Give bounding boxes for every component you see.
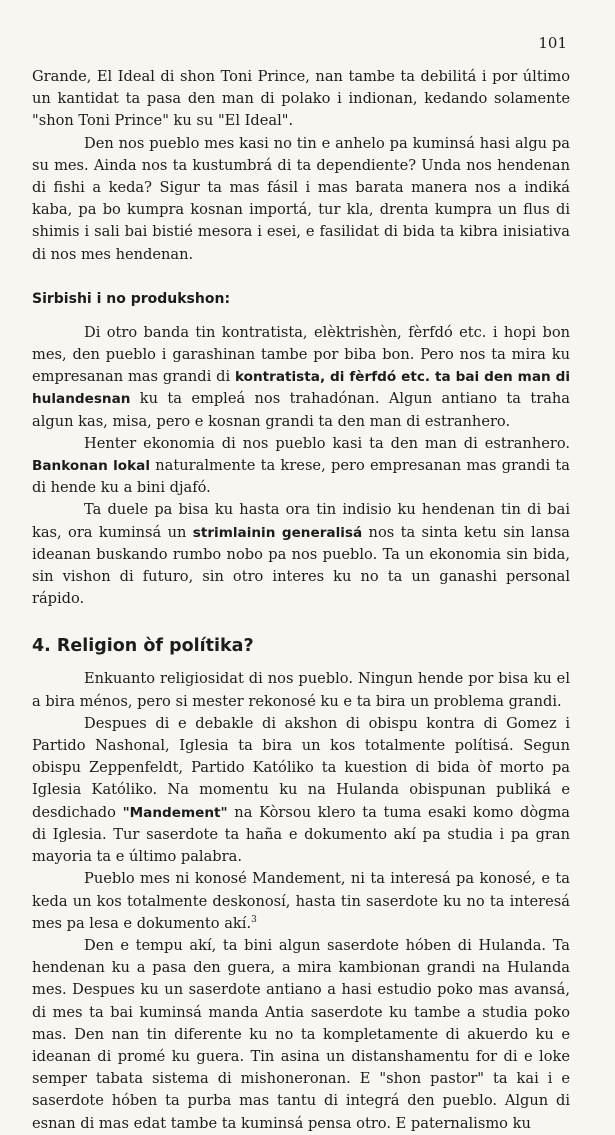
paragraph-6: Enkuanto religiosidat di nos pueblo. Ningun hende por bisa ku el a bira ménos, pero si mester rekonosé ku e ta bira un problema grandi. [32,670,570,710]
paragraph-1: Grande, El Ideal di shon Toni Prince, nan tambe ta debilitá i por último un kantidat ta pasa den man di polako i indionan, kedando solamente "shon Toni Prince" ku su "El Ideal". [32,68,570,130]
paragraph-5: Ta duele pa bisa ku hasta ora tin indisio ku hendenan tin di bai kas, ora kuminsá un strimlainin generalisá nos ta sinta ketu sin lansa ideanan buskando rumbo nobo pa nos pueblo. Ta un ekonomia sin bida, sin vishon di futuro, sin otro interes ku no ta un ganashi personal rápido. [32,501,571,608]
paragraph-2: Den nos pueblo mes kasi no tin e anhelo pa kuminsá hasi algu pa su mes. Ainda nos ta kustumbrá di ta dependiente? Unda nos hendenan di fishi a keda? Sigur ta mas fásil i mas barata manera nos a indiká kaba, pa bo kumpra kosnan importá, tur kla, drenta kumpra un flus di shimis i sali bai bistié mesora i esei, e fasilidat di bida ta kibra inisiativa di nos mes hendenan. [32,134,570,263]
page-body [32,66,570,1135]
paragraph-9: Den e tempu akí, ta bini algun saserdote hóben di Hulanda. Ta hendenan ku a pasa den guera, a mira kambionan grandi na Hulanda mes. Despues ku un saserdote antiano a hasi estudio poko mas avansá, di mes ta bai kuminsá manda Antia saserdote ku tambe a studia poko mas. Den nan tin diferente ku no ta kompletamente di akuerdo ku e ideanan di promé ku guera. Tin asina un distanshamentu for di e loke semper tabata sistema di mishoneronan. E "shon pastor" ta kai i e saserdote hóben ta purba mas tantu di integrá den pueblo. Algun di esnan di mas edat tambe ta kuminsá pensa otro. E paternalismo ku [32,936,570,1132]
bold-phrase: "Mandement" [122,804,228,821]
footnote-marker: 3 [251,914,257,925]
bold-phrase: kontratista, di fèrfdó etc. ta bai den man di hulandesnan [32,369,570,408]
subheading-sirbishi: Sirbishi i no produkshon: [32,290,231,307]
paragraph-8: Pueblo mes ni konosé Mandement, ni ta interesá pa konosé, e ta keda un kos totalmente deskonosí, hasta tin saserdote ku no ta interesá mes pa lesa e dokumento akí.$^3$ [32,870,570,932]
section-heading: 4. Religion òf polítika? [32,636,254,657]
paragraph-4: Henter ekonomia di nos pueblo kasi ta den man di estranhero. Bankonan lokal naturalmente ta krese, pero empresanan mas grandi ta di hende ku a bini djafó. [32,434,570,497]
bold-phrase: strimlainin generalisá [192,524,363,541]
paragraph-7: Despues di e debakle di akshon di obispu kontra di Gomez i Partido Nashonal, Iglesia ta bira un kos totalmente polítisá. Segun obispu Zeppenfeldt, Partido Katóliko ta kuestion di bida òf morto pa Iglesia Katóliko. Na momentu ku na Hulanda obispunan publiká e desdichado "Mandement" na Kòrsou klero ta tuma esaki komo dògma di Iglesia. Tur saserdote ta haña e dokumento akí pa studia i pa gran mayoria ta e último palabra. [32,714,570,866]
bold-phrase: Bankonan lokal [32,458,150,475]
page-number: 101 [538,34,567,52]
paragraph-3: Di otro banda tin kontratista, elèktrishèn, fèrfdó etc. i hopi bon mes, den pueblo i garashinan tambe por biba bon. Pero nos ta mira ku empresanan mas grandi di kontratista, di fèrfdó etc. ta bai den man di hulandesnan ku ta empleá nos trahadónan. Algun antiano ta traha algun kas, misa, pero e kosnan grandi ta den man di estranhero. [32,323,570,430]
